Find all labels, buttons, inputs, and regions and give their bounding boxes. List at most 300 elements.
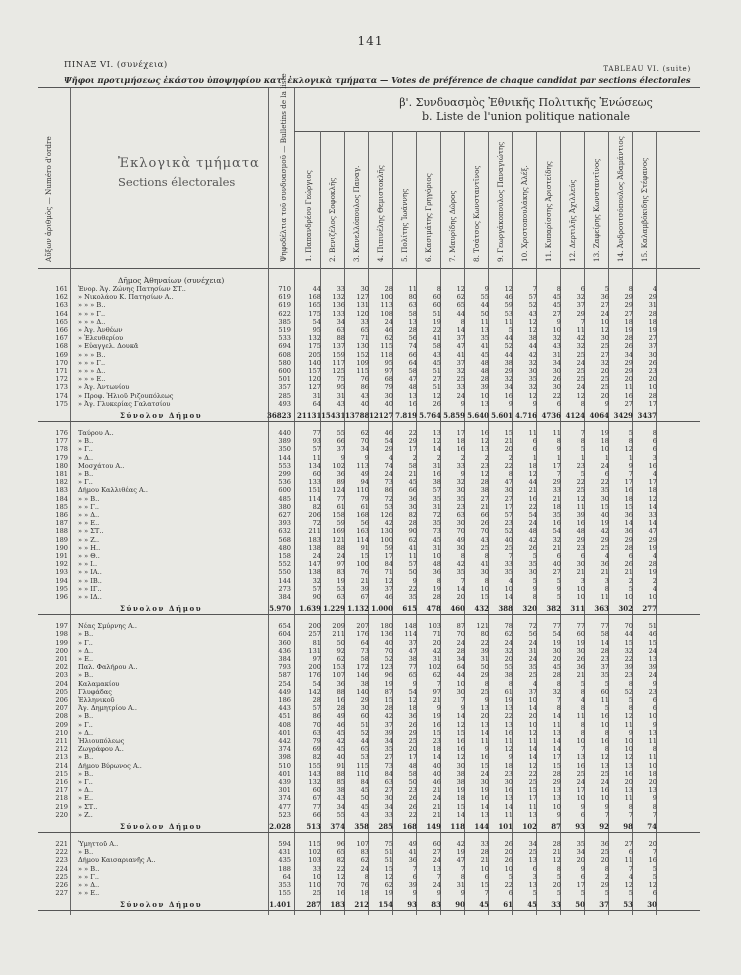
cell-value: 519 — [278, 326, 291, 334]
total-value: 1.000 — [371, 604, 393, 614]
cell-value: 12 — [528, 470, 537, 478]
cell-value: 19 — [624, 326, 633, 334]
cell-value: 13 — [624, 786, 633, 795]
cell-value: 16 — [624, 769, 633, 778]
cell-value: 13 — [552, 794, 561, 803]
cell-value: 9 — [436, 889, 441, 898]
cell-value: 28 — [408, 326, 417, 334]
cell-value: 94 — [360, 478, 369, 487]
cell-value: 18 — [360, 889, 369, 898]
cell-value: 449 — [278, 687, 291, 696]
row-number: 161 — [55, 285, 68, 293]
row-number: 176 — [55, 429, 68, 437]
cell-value: 38 — [336, 786, 345, 795]
total-value: 5.640 — [467, 411, 489, 420]
cell-value: 13 — [480, 810, 489, 819]
cell-value: 26 — [552, 375, 561, 384]
section-name: Δήμου Καλλιθέας Α.. — [78, 486, 148, 495]
cell-value: 436 — [278, 646, 291, 655]
cell-value: 44 — [312, 285, 321, 293]
cell-value: 24 — [480, 769, 489, 778]
cell-value: 568 — [278, 535, 291, 544]
total-value: 374 — [330, 822, 345, 831]
cell-value: 12 — [408, 696, 417, 704]
cell-value: 32 — [552, 687, 561, 696]
cell-value: 60 — [432, 840, 441, 848]
section-name: » Ἀγ. Ἀνθέων — [78, 326, 123, 334]
cell-value: 49 — [360, 470, 369, 478]
cell-value: 60 — [432, 301, 441, 310]
cell-value: 16 — [552, 519, 561, 528]
cell-value: 136 — [380, 630, 393, 639]
row-number: 216 — [55, 778, 68, 786]
cell-value: 1 — [604, 453, 609, 462]
cell-value: 11 — [600, 593, 609, 601]
cell-value: 33 — [360, 317, 369, 326]
total-value: 45 — [479, 900, 489, 910]
cell-value: 29 — [624, 301, 633, 310]
cell-value: 15 — [432, 728, 441, 737]
cell-value: 36 — [336, 470, 345, 478]
cell-value: 176 — [356, 630, 369, 639]
cell-value: 28 — [456, 646, 465, 655]
cell-value: 23 — [576, 461, 585, 470]
party-title-french: b. Liste de l'union politique nationale — [421, 110, 631, 123]
cell-value: 5 — [532, 576, 537, 585]
row-number: 221 — [55, 840, 68, 848]
cell-value: 5 — [532, 552, 537, 560]
total-value: 30 — [647, 900, 657, 910]
cell-value: 57 — [312, 445, 321, 454]
total-value: 87 — [551, 822, 561, 831]
row-number: 196 — [55, 593, 68, 601]
total-value: 513 — [306, 822, 321, 831]
cell-value: 37 — [576, 301, 585, 310]
cell-value: 37 — [648, 342, 657, 351]
cell-value: 73 — [360, 646, 369, 655]
cell-value: 40 — [600, 511, 609, 519]
cell-value: 17 — [576, 881, 585, 889]
total-label: Σύνολον Δήμου — [120, 604, 203, 614]
cell-value: 380 — [278, 502, 291, 511]
cell-value: 24 — [456, 638, 465, 647]
cell-value: 15 — [552, 761, 561, 770]
cell-value: 30 — [576, 560, 585, 569]
cell-value: 102 — [332, 461, 345, 470]
cell-value: 45 — [408, 478, 417, 487]
cell-value: 62 — [456, 293, 465, 302]
cell-value: 70 — [456, 630, 465, 639]
cell-value: 14 — [528, 745, 537, 754]
cell-value: 10 — [552, 326, 561, 334]
cell-value: 45 — [336, 728, 345, 737]
cell-value: 44 — [624, 630, 633, 639]
cell-value: 35 — [528, 663, 537, 672]
cell-value: 29 — [504, 367, 513, 375]
total-value: 5.859 — [443, 411, 465, 420]
cell-value: 62 — [408, 535, 417, 544]
section-name: » » Ε.. — [78, 889, 100, 898]
cell-value: 37 — [384, 720, 393, 729]
cell-value: 67 — [360, 593, 369, 601]
cell-value: 9 — [580, 864, 585, 873]
cell-value: 58 — [408, 367, 417, 375]
cell-value: 26 — [576, 655, 585, 663]
cell-value: 82 — [336, 856, 345, 865]
cell-value: 16 — [456, 745, 465, 754]
cell-value: 16 — [528, 494, 537, 503]
section-name: » Β.. — [78, 470, 94, 478]
cell-value: 24 — [504, 638, 513, 647]
cell-value: 11 — [552, 720, 561, 729]
cell-value: 10 — [624, 737, 633, 745]
cell-value: 6 — [580, 552, 585, 560]
cell-value: 38 — [504, 671, 513, 680]
total-value: 118 — [450, 822, 465, 831]
cell-value: 25 — [456, 375, 465, 384]
cell-value: 21 — [552, 494, 561, 503]
section-name: » » Ε.. — [78, 519, 100, 528]
cell-value: 39 — [384, 728, 393, 737]
row-number: 195 — [55, 584, 68, 593]
cell-value: 9 — [604, 802, 609, 811]
cell-value: 50 — [360, 794, 369, 803]
cell-value: 95 — [384, 358, 393, 367]
cell-value: 587 — [278, 671, 291, 680]
cell-value: 25 — [576, 375, 585, 384]
cell-value: 12 — [624, 712, 633, 721]
section-name: Ἐνορ. Ἁγ. Ζώνης Πατησίων ΣΤ.. — [78, 285, 186, 293]
row-number: 222 — [55, 848, 68, 857]
cell-value: 25 — [576, 367, 585, 375]
cell-value: 6 — [580, 285, 585, 293]
cell-value: 16 — [432, 470, 441, 478]
cell-value: 14 — [552, 737, 561, 745]
cell-value: 75 — [384, 840, 393, 848]
cell-value: 17 — [456, 429, 465, 437]
section-name: » » » Δ.. — [78, 317, 106, 326]
cell-value: 21 — [432, 810, 441, 819]
cell-value: 151 — [308, 486, 321, 495]
cell-value: 35 — [600, 486, 609, 495]
cell-value: 71 — [384, 568, 393, 577]
cell-value: 12 — [384, 576, 393, 585]
cell-value: 477 — [278, 802, 291, 811]
cell-value: 35 — [384, 745, 393, 754]
cell-value: 28 — [384, 704, 393, 713]
cell-value: 14 — [456, 810, 465, 819]
cell-value: 83 — [336, 568, 345, 577]
section-name: » » ΙΔ.. — [78, 593, 102, 601]
candidate-header: 2. Βενιζέλος Σοφοκλῆς — [328, 177, 337, 262]
cell-value: 4 — [652, 285, 657, 293]
cell-value: 30 — [552, 367, 561, 375]
cell-value: 8 — [580, 437, 585, 446]
cell-value: 25 — [504, 543, 513, 552]
cell-value: 15 — [384, 696, 393, 704]
cell-value: 57 — [312, 704, 321, 713]
cell-value: 40 — [360, 399, 369, 408]
cell-value: 622 — [278, 309, 291, 318]
row-number: 205 — [55, 687, 68, 696]
cell-value: 27 — [552, 568, 561, 577]
cell-value: 16 — [504, 786, 513, 795]
cell-value: 125 — [332, 367, 345, 375]
cell-value: 44 — [504, 350, 513, 359]
section-name: » Γ.. — [78, 778, 93, 786]
cell-value: 21 — [480, 856, 489, 865]
cell-value: 137 — [332, 342, 345, 351]
cell-value: 608 — [278, 350, 291, 359]
cell-value: 8 — [484, 576, 489, 585]
cell-value: 22 — [624, 655, 633, 663]
cell-value: 77 — [336, 494, 345, 503]
cell-value: 73 — [384, 478, 393, 487]
cell-value: 205 — [308, 350, 321, 359]
cell-value: 8 — [460, 552, 465, 560]
cell-value: 30 — [576, 646, 585, 655]
cell-value: 384 — [278, 593, 291, 601]
cell-value: 6 — [652, 437, 657, 446]
cell-value: 97 — [384, 367, 393, 375]
cell-value: 107 — [332, 671, 345, 680]
cell-value: 74 — [408, 342, 417, 351]
cell-value: 536 — [278, 478, 291, 487]
cell-value: 55 — [504, 663, 513, 672]
cell-value: 86 — [360, 383, 369, 392]
cell-value: 29 — [576, 535, 585, 544]
cell-value: 22 — [504, 881, 513, 889]
cell-value: 552 — [278, 560, 291, 569]
cell-value: 594 — [278, 840, 291, 848]
cell-value: 40 — [336, 753, 345, 762]
cell-value: 7 — [412, 864, 417, 873]
cell-value: 12 — [432, 437, 441, 446]
cell-value: 55 — [336, 810, 345, 819]
total-value: 4064 — [589, 411, 609, 420]
cell-value: 52 — [528, 301, 537, 310]
cell-value: 35 — [408, 593, 417, 601]
cell-value: 9 — [652, 794, 657, 803]
cell-value: 24 — [432, 794, 441, 803]
total-value: 90 — [455, 900, 465, 910]
cell-value: 19 — [504, 696, 513, 704]
cell-value: 70 — [456, 527, 465, 536]
cell-value: 12 — [528, 761, 537, 770]
cell-value: 13 — [528, 856, 537, 865]
cell-value: 28 — [552, 840, 561, 848]
total-value: 13788 — [345, 411, 370, 420]
cell-value: 10 — [432, 552, 441, 560]
cell-value: 172 — [356, 663, 369, 672]
cell-value: 29 — [552, 778, 561, 786]
cell-value: 46 — [432, 778, 441, 786]
total-value: 478 — [426, 604, 441, 614]
cell-value: 140 — [308, 358, 321, 367]
cell-value: 81 — [312, 638, 321, 647]
section-name: » » » Δ.. — [78, 367, 106, 375]
cell-value: 9 — [652, 679, 657, 688]
cell-value: 132 — [308, 334, 321, 343]
cell-value: 19 — [456, 786, 465, 795]
cell-value: 10 — [600, 720, 609, 729]
cell-value: 44 — [360, 737, 369, 745]
cell-value: 61 — [360, 502, 369, 511]
cell-value: 42 — [528, 535, 537, 544]
cell-value: 29 — [624, 535, 633, 544]
cell-value: 22 — [480, 638, 489, 647]
cell-value: 58 — [408, 461, 417, 470]
cell-value: 11 — [576, 502, 585, 511]
cell-value: 6 — [652, 696, 657, 704]
cell-value: 27 — [432, 848, 441, 857]
row-number: 203 — [55, 671, 68, 680]
row-number: 178 — [55, 445, 68, 454]
cell-value: 51 — [384, 848, 393, 857]
cell-value: 4 — [604, 552, 609, 560]
cell-value: 32 — [552, 334, 561, 343]
cell-value: 23 — [648, 367, 657, 375]
cell-value: 28 — [552, 769, 561, 778]
cell-value: 24 — [600, 309, 609, 318]
cell-value: 77 — [312, 429, 321, 437]
cell-value: 138 — [308, 543, 321, 552]
cell-value: 30 — [552, 383, 561, 392]
cell-value: 132 — [332, 293, 345, 302]
cell-value: 27 — [480, 494, 489, 503]
row-number: 215 — [55, 769, 68, 778]
cell-value: 38 — [528, 334, 537, 343]
cell-value: 26 — [504, 856, 513, 865]
cell-value: 9 — [556, 584, 561, 593]
cell-value: 16 — [576, 761, 585, 770]
cell-value: 6 — [508, 889, 513, 898]
total-value: 4736 — [541, 411, 561, 420]
section-name: » » Δ.. — [78, 881, 100, 889]
cell-value: 33 — [480, 840, 489, 848]
section-name: Ταύρου Α.. — [78, 429, 114, 437]
total-value: 33 — [551, 900, 561, 910]
cell-value: 26 — [624, 560, 633, 569]
cell-value: 28 — [648, 309, 657, 318]
row-number: 201 — [55, 655, 68, 663]
cell-value: 66 — [312, 810, 321, 819]
cell-value: 110 — [356, 486, 369, 495]
cell-value: 22 — [408, 810, 417, 819]
cell-value: 16 — [624, 391, 633, 400]
cell-value: 16 — [480, 753, 489, 762]
cell-value: 23 — [624, 671, 633, 680]
cell-value: 97 — [336, 560, 345, 569]
cell-value: 44 — [480, 301, 489, 310]
total-value: 1.639 — [299, 604, 321, 614]
row-number: 227 — [55, 889, 68, 898]
cell-value: 4 — [508, 576, 513, 585]
total-value: 277 — [642, 604, 657, 614]
cell-value: 65 — [360, 745, 369, 754]
cell-value: 12 — [528, 391, 537, 400]
cell-value: 59 — [504, 301, 513, 310]
cell-value: 5 — [556, 576, 561, 585]
cell-value: 115 — [308, 840, 321, 848]
cell-value: 7 — [628, 470, 633, 478]
cell-value: 10 — [648, 593, 657, 601]
cell-value: 56 — [408, 334, 417, 343]
cell-value: 49 — [456, 535, 465, 544]
cell-value: 30 — [504, 486, 513, 495]
cell-value: 77 — [312, 802, 321, 811]
candidate-header: 9. Γεωργάκοπουλος Παναγιώτης — [496, 141, 505, 262]
cell-value: 74 — [384, 461, 393, 470]
total-value: 102 — [522, 822, 537, 831]
cell-value: 435 — [278, 856, 291, 865]
cell-value: 654 — [278, 622, 291, 631]
cell-value: 8 — [508, 679, 513, 688]
cell-value: 32 — [576, 293, 585, 302]
cell-value: 30 — [480, 568, 489, 577]
cell-value: 15 — [504, 429, 513, 437]
cell-value: 14 — [504, 802, 513, 811]
total-label: Σύνολον Δήμου — [120, 822, 203, 831]
cell-value: 155 — [308, 761, 321, 770]
cell-value: 16 — [480, 794, 489, 803]
cell-value: 65 — [360, 326, 369, 334]
cell-value: 35 — [432, 519, 441, 528]
cell-value: 24 — [432, 881, 441, 889]
cell-value: 13 — [432, 864, 441, 873]
cell-value: 52 — [624, 687, 633, 696]
cell-value: 47 — [408, 375, 417, 384]
cell-value: 158 — [278, 552, 291, 560]
cell-value: 5 — [604, 679, 609, 688]
cell-value: 793 — [278, 663, 291, 672]
cell-value: 7 — [436, 679, 441, 688]
cell-value: 34 — [624, 350, 633, 359]
cell-value: 54 — [312, 317, 321, 326]
cell-value: 18 — [648, 486, 657, 495]
cell-value: 299 — [278, 470, 291, 478]
cell-value: 9 — [436, 704, 441, 713]
row-number: 192 — [55, 560, 68, 569]
cell-value: 30 — [360, 285, 369, 293]
cell-value: 20 — [648, 778, 657, 786]
cell-value: 9 — [412, 679, 417, 688]
cell-value: 25 — [576, 769, 585, 778]
cell-value: 157 — [308, 367, 321, 375]
total-value: 1.229 — [323, 604, 345, 614]
cell-value: 13 — [480, 445, 489, 454]
total-value: 615 — [402, 604, 417, 614]
cell-value: 14 — [456, 326, 465, 334]
row-number: 200 — [55, 646, 68, 655]
cell-value: 36 — [624, 527, 633, 536]
row-number: 218 — [55, 794, 68, 803]
cell-value: 110 — [308, 881, 321, 889]
cell-value: 40 — [552, 560, 561, 569]
cell-value: 32 — [552, 535, 561, 544]
cell-value: 20 — [528, 712, 537, 721]
cell-value: 87 — [456, 622, 465, 631]
cell-value: 18 — [456, 794, 465, 803]
cell-value: 209 — [332, 622, 345, 631]
section-name: » » » Γ.. — [78, 309, 106, 318]
cell-value: 45 — [336, 745, 345, 754]
cell-value: 12 — [552, 856, 561, 865]
cell-value: 53 — [504, 309, 513, 318]
cell-value: 45 — [552, 301, 561, 310]
cell-value: 24 — [528, 638, 537, 647]
row-number: 173 — [55, 383, 68, 392]
